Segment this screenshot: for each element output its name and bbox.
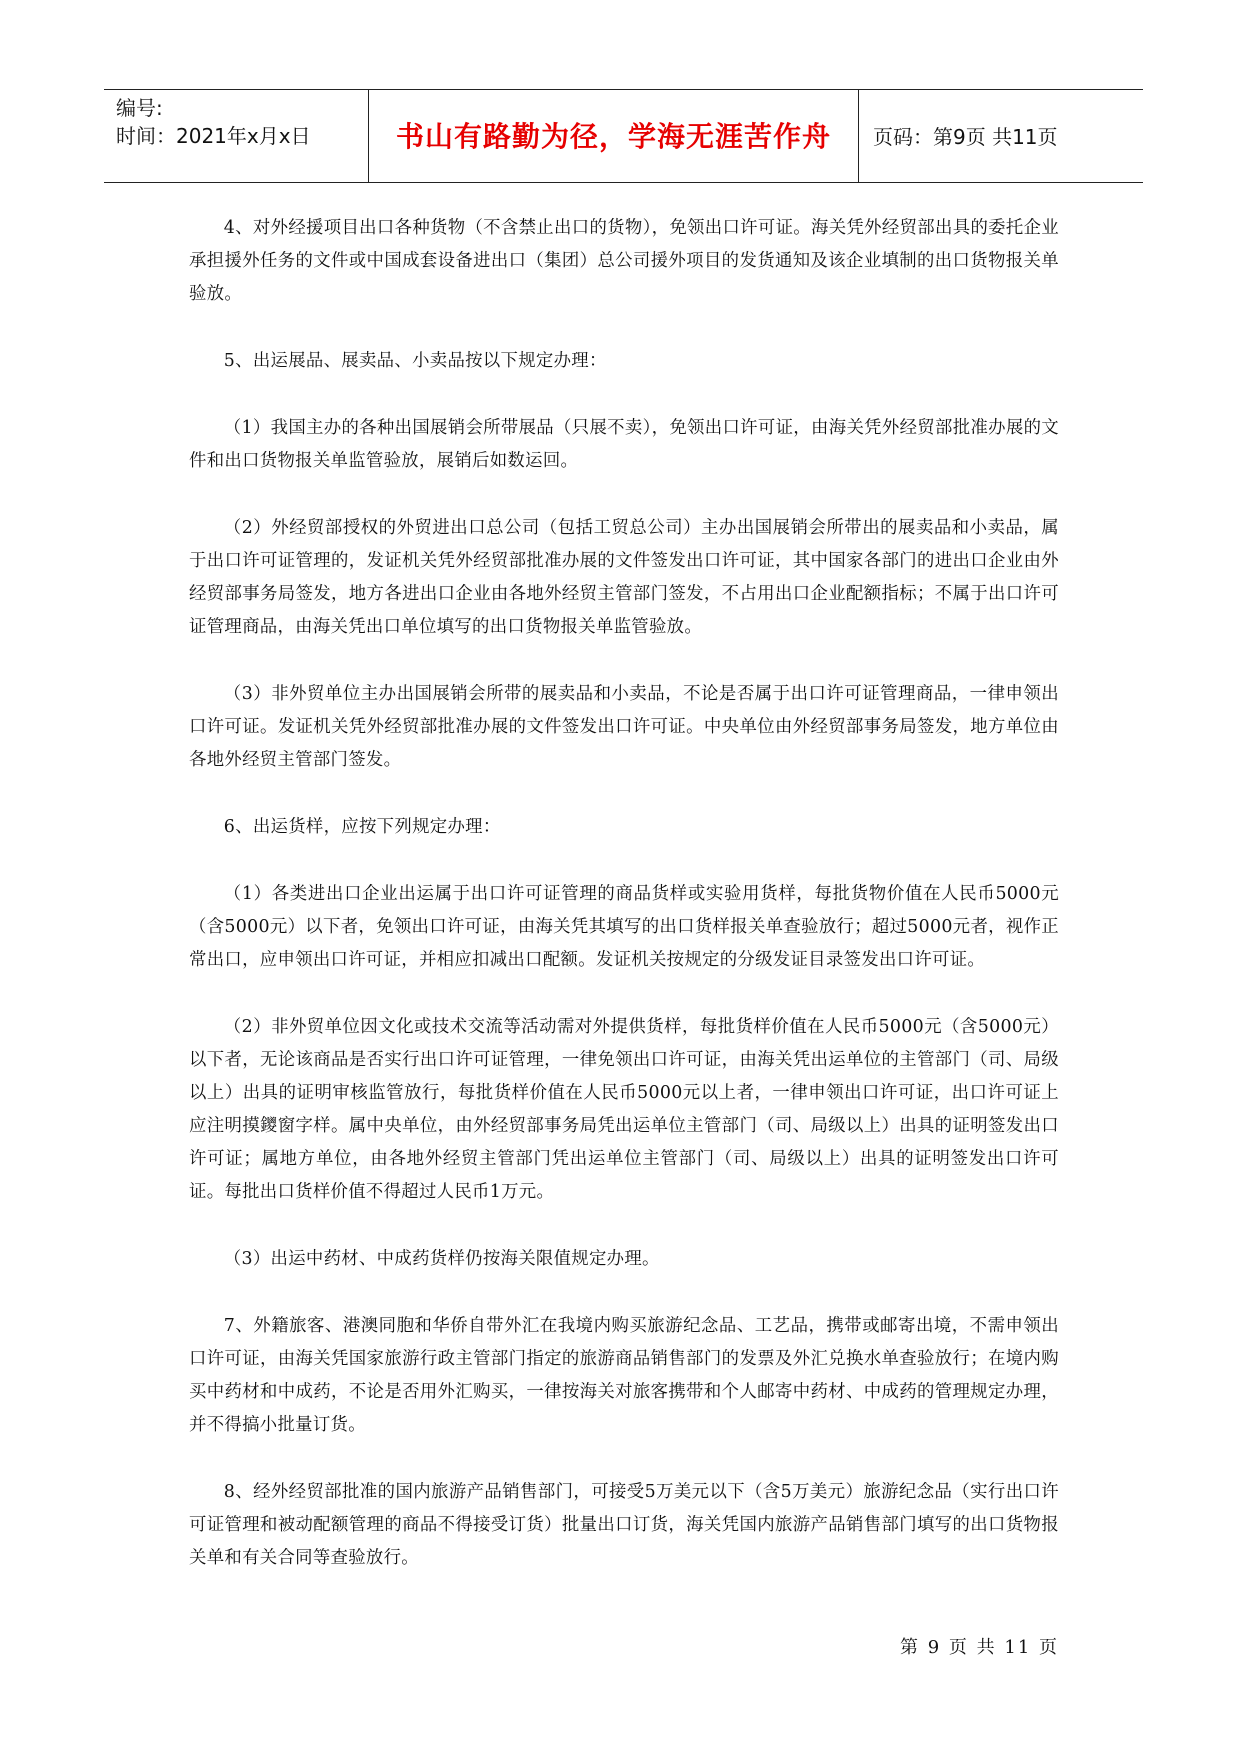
paragraph-5: 5、出运展品、展卖品、小卖品按以下规定办理： [223,351,607,371]
paragraph-5-3: （3）非外贸单位主办出国展销会所带的展卖品和小卖品，不论是否属于出口许可证管理商品，一律申领出口许可证。发证机关凭外经贸部批准办展的文件签发出口许可证。中央单位由外经贸部事务局签发，地方单位由各地外经贸主管部门签发。 [189,684,1059,770]
paragraph-6-2: （2）非外贸单位因文化或技术交流等活动需对外提供货样，每批货样价值在人民币5000元（含5000元）以下者，无论该商品是否实行出口许可证管理，一律免领出口许可证，由海关凭出运单位的主管部门（司、局级以上）出具的证明审核监管放行，每批货样价值在人民币5000元以上者，一律申领出口许可证，出口许可证上应注明摸鑁窗字样。属中央单位，由外经贸部事务局凭出运单位主管部门（司、局级以上）出具的证明签发出口许可证；属地方单位，由各地外经贸主管部门凭出运单位主管部门（司、局级以上）出具的证明签发出口许可证。每批出口货样价值不得超过人民币1万元。 [189,1017,1059,1202]
paragraph-7: 7、外籍旅客、港澳同胞和华侨自带外汇在我境内购买旅游纪念品、工艺品，携带或邮寄出境，不需申领出口许可证，由海关凭国家旅游行政主管部门指定的旅游商品销售部门的发票及外汇兑换水单查验放行；在境内购买中药材和中成药，不论是否用外汇购买，一律按海关对旅客携带和个人邮寄中药材、中成药的管理规定办理，并不得搞小批量订货。 [189,1316,1059,1435]
paragraph-6-1: （1）各类进出口企业出运属于出口许可证管理的商品货样或实验用货样，每批货物价值在人民币5000元（含5000元）以下者，免领出口许可证，由海关凭其填写的出口货样报关单查验放行；超过5000元者，视作正常出口，应申领出口许可证，并相应扣减出口配额。发证机关按规定的分级发证目录签发出口许可证。 [189,884,1059,970]
document-number-label: 编号: [116,96,163,120]
motto-text: 书山有路勤为径，学海无涯苦作舟 [395,120,831,153]
document-body [189,212,1059,1609]
page-footer-number: 第 9 页 共 11 页 [900,1637,1059,1658]
header-page-cell [859,90,1143,182]
paragraph-4: 4、对外经援项目出口各种货物（不含禁止出口的货物），免领出口许可证。海关凭外经贸部出具的委托企业承担援外任务的文件或中国成套设备进出口（集团）总公司援外项目的发货通知及该企业填制的出口货物报关单验放。 [189,218,1059,304]
paragraph-6-3: （3）出运中药材、中成药货样仍按海关限值规定办理。 [223,1249,660,1269]
header-meta-cell [104,90,369,182]
paragraph-8: 8、经外经贸部批准的国内旅游产品销售部门，可接受5万美元以下（含5万美元）旅游纪念品（实行出口许可证管理和被动配额管理的商品不得接受订货）批量出口订货，海关凭国内旅游产品销售部门填写的出口货物报关单和有关合同等查验放行。 [189,1482,1059,1568]
header-page-code: 页码：第9页 共11页 [873,125,1058,149]
paragraph-5-1: （1）我国主办的各种出国展销会所带展品（只展不卖），免领出口许可证，由海关凭外经贸部批准办展的文件和出口货物报关单监管验放，展销后如数运回。 [189,418,1059,471]
paragraph-5-2: （2）外经贸部授权的外贸进出口总公司（包括工贸总公司）主办出国展销会所带出的展卖品和小卖品，属于出口许可证管理的，发证机关凭外经贸部批准办展的文件签发出口许可证，其中国家各部门的进出口企业由外经贸部事务局签发，地方各进出口企业由各地外经贸主管部门签发，不占用出口企业配额指标；不属于出口许可证管理商品，由海关凭出口单位填写的出口货物报关单监管验放。 [189,518,1059,637]
header-motto-cell [369,90,859,182]
document-time-label: 时间：2021年x月x日 [116,124,311,148]
page-header [104,89,1143,183]
paragraph-6: 6、出运货样，应按下列规定办理： [223,817,501,837]
